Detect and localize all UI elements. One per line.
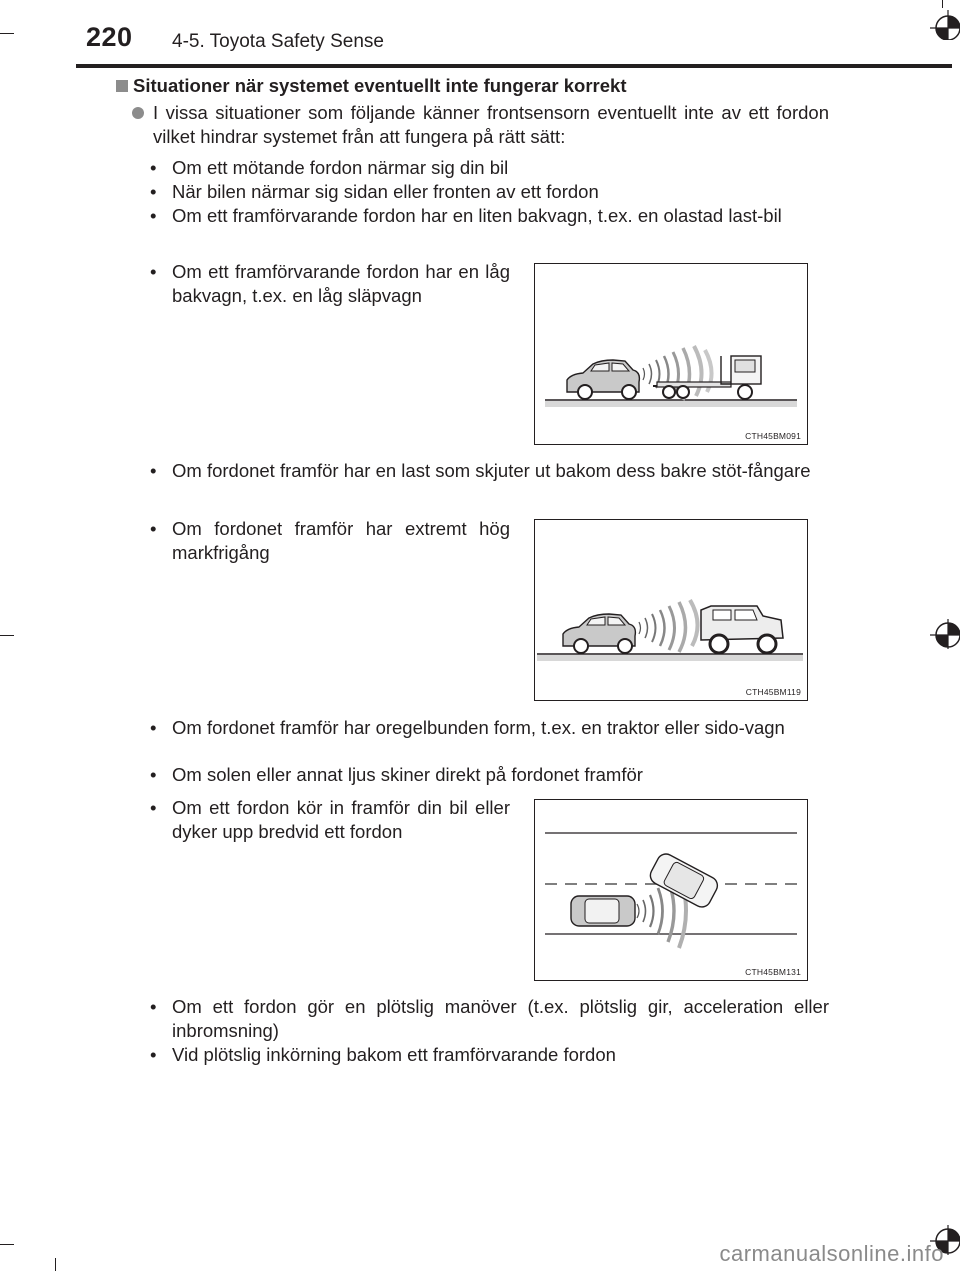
crop-mark xyxy=(55,1258,56,1271)
figure-code: CTH45BM091 xyxy=(745,431,801,441)
figure-high-clearance xyxy=(534,519,808,701)
list-item-text: Om fordonet framför har en last som skjuter ut bakom dess bakre stöt-fångare xyxy=(172,460,811,481)
square-bullet-icon xyxy=(116,80,128,92)
cut-in-illustration xyxy=(535,800,807,980)
list-item: • När bilen närmar sig sidan eller fronten av ett fordon xyxy=(150,180,829,204)
list-item-text: Om fordonet framför har extremt hög markfrigång xyxy=(172,518,510,563)
list-item: • Om ett framförvarande fordon har en låg bakvagn, t.ex. en låg släpvagn xyxy=(150,261,510,306)
list-item: • Om fordonet framför har oregelbunden form, t.ex. en traktor eller sido-vagn xyxy=(150,716,829,740)
list-item-text: När bilen närmar sig sidan eller fronten av ett fordon xyxy=(172,181,599,202)
page-number: 220 xyxy=(86,22,133,52)
list-item-text: Om ett fordon kör in framför din bil eller dyker upp bredvid ett fordon xyxy=(172,797,510,842)
list-item-text: Om ett fordon gör en plötslig manöver (t.ex. plötslig gir, acceleration eller inbromsning) xyxy=(172,996,829,1041)
list-item: • Om fordonet framför har extremt hög markfrigång xyxy=(150,518,510,563)
list-item: • Om fordonet framför har en last som skjuter ut bakom dess bakre stöt-fångare xyxy=(150,459,829,483)
list-item-text: Om ett mötande fordon närmar sig din bil xyxy=(172,157,509,178)
list-item-text: Om fordonet framför har oregelbunden form, t.ex. en traktor eller sido-vagn xyxy=(172,717,785,738)
section-title: 4-5. Toyota Safety Sense xyxy=(172,31,384,52)
list-item: • Om ett fordon gör en plötslig manöver (t.ex. plötslig gir, acceleration eller inbromsning) xyxy=(150,996,829,1041)
figure-code: CTH45BM119 xyxy=(745,687,801,697)
list-item: • Om ett fordon kör in framför din bil eller dyker upp bredvid ett fordon xyxy=(150,797,510,842)
registration-mark-icon xyxy=(930,619,960,649)
section-heading-text: Situationer när systemet eventuellt inte fungerar korrekt xyxy=(133,75,627,96)
circle-bullet-icon xyxy=(132,107,144,119)
list-item: • Om ett framförvarande fordon har en liten bakvagn, t.ex. en olastad last-bil xyxy=(150,204,829,228)
footer-watermark: carmanualsonline.info xyxy=(719,1241,944,1266)
header-rule xyxy=(76,64,952,68)
section-heading xyxy=(116,75,626,97)
list-item: • Om solen eller annat ljus skiner direkt på fordonet framför xyxy=(150,763,829,787)
list-item: • Vid plötslig inkörning bakom ett framförvarande fordon xyxy=(150,1043,829,1067)
list-item-text: Om solen eller annat ljus skiner direkt på fordonet framför xyxy=(172,764,643,785)
lead-text: I vissa situationer som följande känner frontsensorn eventuellt inte av ett fordon vilket hindrar systemet från att fungera på rätt sätt: xyxy=(153,102,829,147)
list-item-text: Om ett framförvarande fordon har en liten bakvagn, t.ex. en olastad last-bil xyxy=(172,205,782,226)
crop-mark xyxy=(0,1244,14,1245)
list-item-text: Om ett framförvarande fordon har en låg bakvagn, t.ex. en låg släpvagn xyxy=(172,261,510,306)
crop-mark xyxy=(942,0,943,8)
list-item-text: Vid plötslig inkörning bakom ett framförvarande fordon xyxy=(172,1044,616,1065)
low-trailer-illustration xyxy=(535,264,807,444)
registration-mark-icon xyxy=(930,10,960,40)
figure-trailer xyxy=(534,263,808,445)
figure-cut-in xyxy=(534,799,808,981)
crop-mark xyxy=(0,33,14,34)
figure-code: CTH45BM131 xyxy=(745,967,801,977)
crop-mark xyxy=(0,635,14,636)
list-item: • Om ett mötande fordon närmar sig din bil xyxy=(150,156,829,180)
lead-paragraph xyxy=(132,101,829,149)
high-clearance-illustration xyxy=(535,520,807,700)
